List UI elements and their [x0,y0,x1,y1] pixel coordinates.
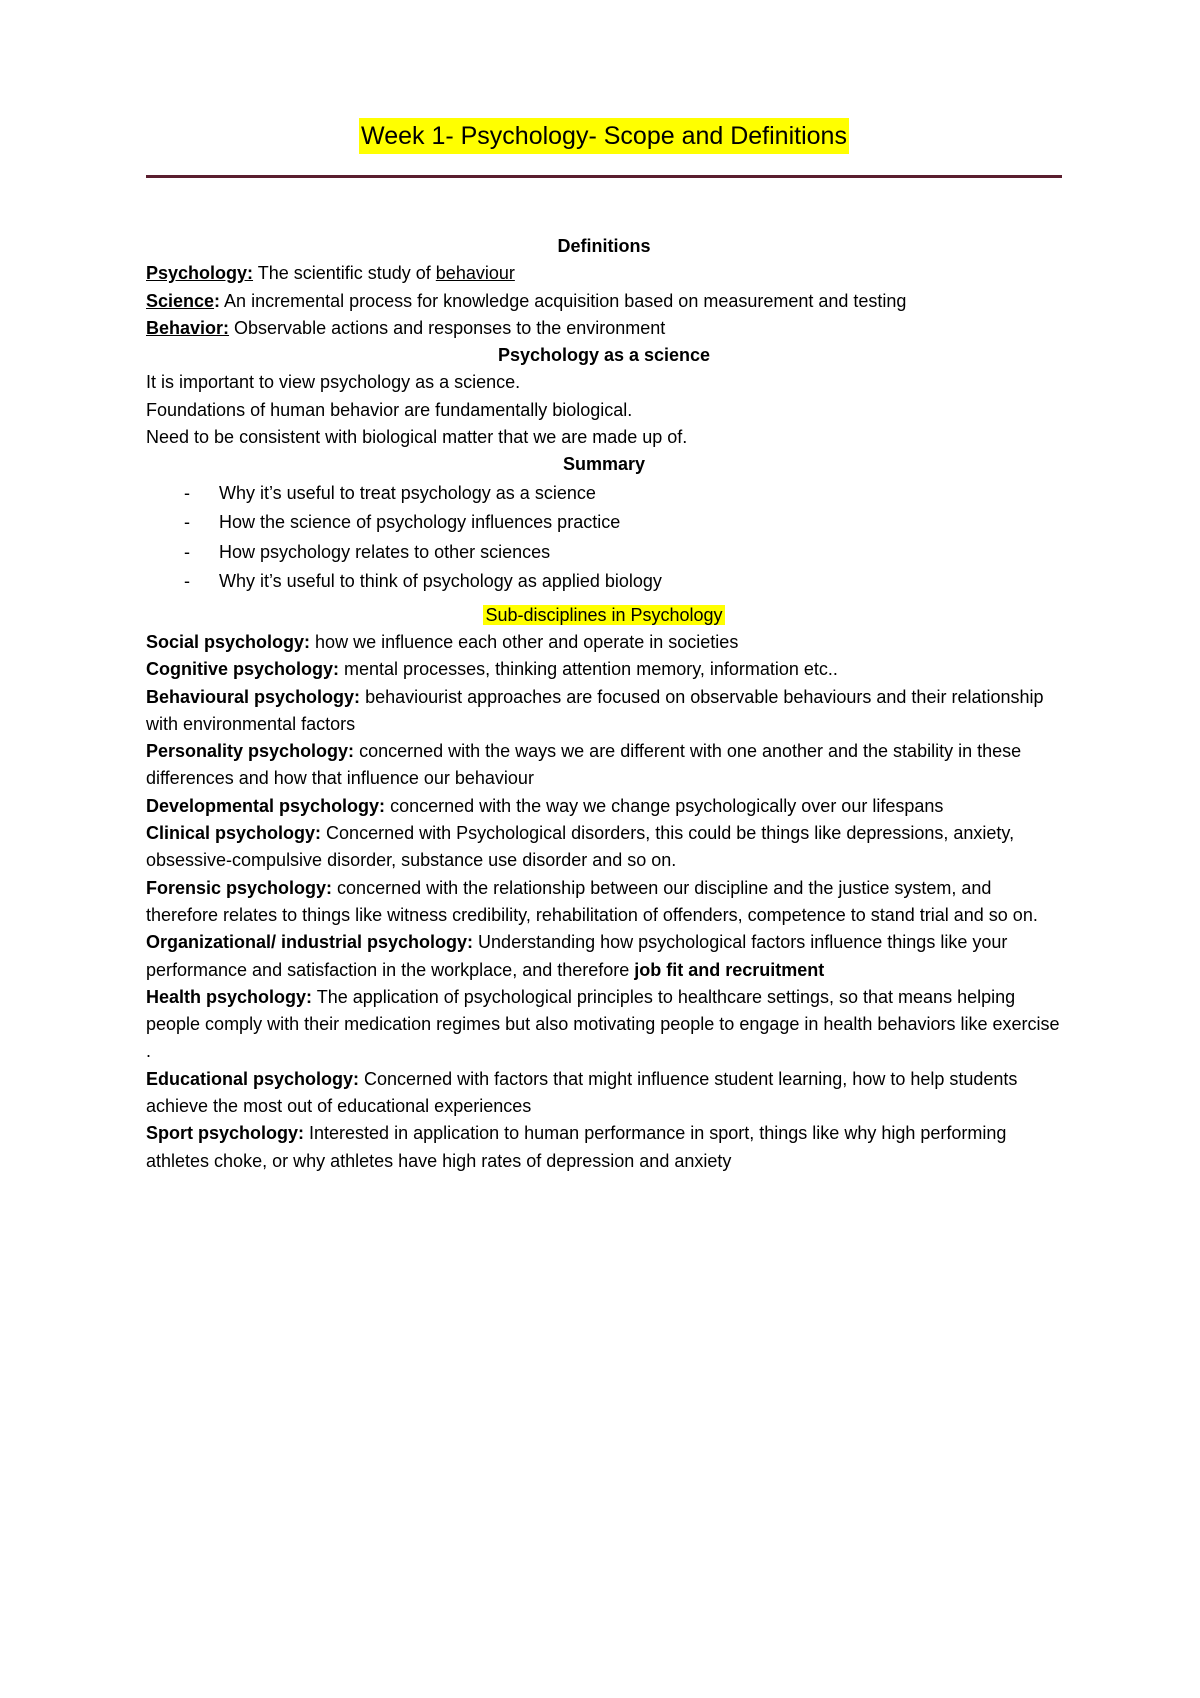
subdiscipline-term: Organizational/ industrial psychology: [146,932,474,953]
subdiscipline-term: Clinical psychology: [146,823,322,844]
subdiscipline-term: Social psychology: [146,631,311,652]
subdiscipline-text: Interested in application to human performance in sport, things like why high performing athletes choke, or why athletes have high rates of depression and anxiety [146,1123,1007,1171]
subdiscipline-text: Concerned with Psychological disorders, this could be things like depressions, anxiety, obsessive-compulsive disorder, substance use disorder and so on. [146,823,1015,871]
subdiscipline-term: Behavioural psychology: [146,686,361,707]
summary-item-text: Why it’s useful to think of psychology as applied biology [219,571,662,592]
subdiscipline-text: mental processes, thinking attention memory, information etc.. [339,659,838,680]
subdiscipline-term: Health psychology: [146,986,313,1007]
summary-heading: Summary [562,454,646,475]
dash-bullet: - [184,571,190,592]
subdiscipline-developmental [146,793,1062,820]
summary-item [146,567,1062,597]
dash-bullet: - [184,482,190,503]
definition-psychology [146,260,1062,287]
summary-item [146,479,1062,509]
subdiscipline-text: behaviourist approaches are focused on observable behaviours and their relationship with environmental factors [146,686,1044,734]
subdiscipline-social [146,629,1062,656]
dash-bullet: - [184,541,190,562]
summary-item-text: Why it’s useful to treat psychology as a science [219,482,596,503]
subdiscipline-term: Developmental psychology: [146,795,386,816]
summary-item [146,538,1062,568]
subdiscipline-personality [146,738,1062,793]
subdiscipline-text: concerned with the way we change psychologically over our lifespans [385,795,944,816]
science-heading: Psychology as a science [497,345,711,366]
definition-colon: : [214,290,221,311]
subdiscipline-text: Understanding how psychological factors influence things like your performance and satisfaction in the workplace, and therefore [146,932,1008,980]
subdiscipline-educational [146,1066,1062,1121]
summary-item-text: How the science of psychology influences practice [219,512,621,533]
definition-underlined-word: behaviour [435,263,515,284]
definitions-heading: Definitions [557,236,651,256]
subdiscipline-term: Personality psychology: [146,741,355,762]
subdiscipline-text: Concerned with factors that might influence student learning, how to help students achieve the most out of educational experiences [146,1068,1018,1117]
page-title: Week 1- Psychology- Scope and Definitions [359,118,849,154]
science-line: It is important to view psychology as a science. [146,372,521,393]
dash-bullet: - [184,512,190,533]
definition-text: An incremental process for knowledge acquisition based on measurement and testing [220,290,907,311]
subdisciplines-heading-line [146,602,1062,629]
document-body [146,233,1062,1175]
definition-text: Observable actions and responses to the environment [229,317,666,338]
subdiscipline-organizational [146,929,1062,984]
subdiscipline-cognitive [146,656,1062,683]
subdiscipline-behavioural [146,684,1062,739]
title-container [146,118,1062,154]
title-divider [146,175,1062,178]
definition-text: The scientific study of [253,263,436,284]
subdiscipline-bold-tail: job fit and recruitment [634,959,825,980]
summary-item [146,508,1062,538]
subdiscipline-text: concerned with the ways we are different with one another and the stability in these differences and how that influence our behaviour [146,741,1022,789]
definition-term: Psychology: [146,263,254,284]
definition-behavior [146,315,1062,342]
subdiscipline-term: Educational psychology: [146,1068,360,1089]
subdiscipline-health [146,984,1062,1066]
definition-term: Behavior: [146,317,230,338]
subdiscipline-term: Cognitive psychology: [146,659,340,680]
subdiscipline-sport [146,1120,1062,1175]
subdiscipline-text: The application of psychological principles to healthcare settings, so that means helping people comply with their medication regimes but also motivating people to engage in health behaviors like exercise . [146,986,1060,1062]
subdiscipline-text: concerned with the relationship between our discipline and the justice system, and therefore relates to things like witness credibility, rehabilitation of offenders, competence to stand trial and so on. [146,877,1038,925]
science-line: Foundations of human behavior are fundamentally biological. [146,399,633,420]
subdiscipline-clinical [146,820,1062,875]
definition-science [146,288,1062,315]
science-line: Need to be consistent with biological matter that we are made up of. [146,427,688,448]
summary-list [146,479,1062,597]
subdisciplines-heading: Sub-disciplines in Psychology [485,604,723,625]
summary-item-text: How psychology relates to other sciences [219,541,551,562]
subdiscipline-term: Forensic psychology: [146,877,333,898]
subdiscipline-text: how we influence each other and operate in societies [310,631,739,652]
subdiscipline-forensic [146,875,1062,930]
definition-term: Science [146,290,215,311]
subdiscipline-term: Sport psychology: [146,1123,305,1144]
